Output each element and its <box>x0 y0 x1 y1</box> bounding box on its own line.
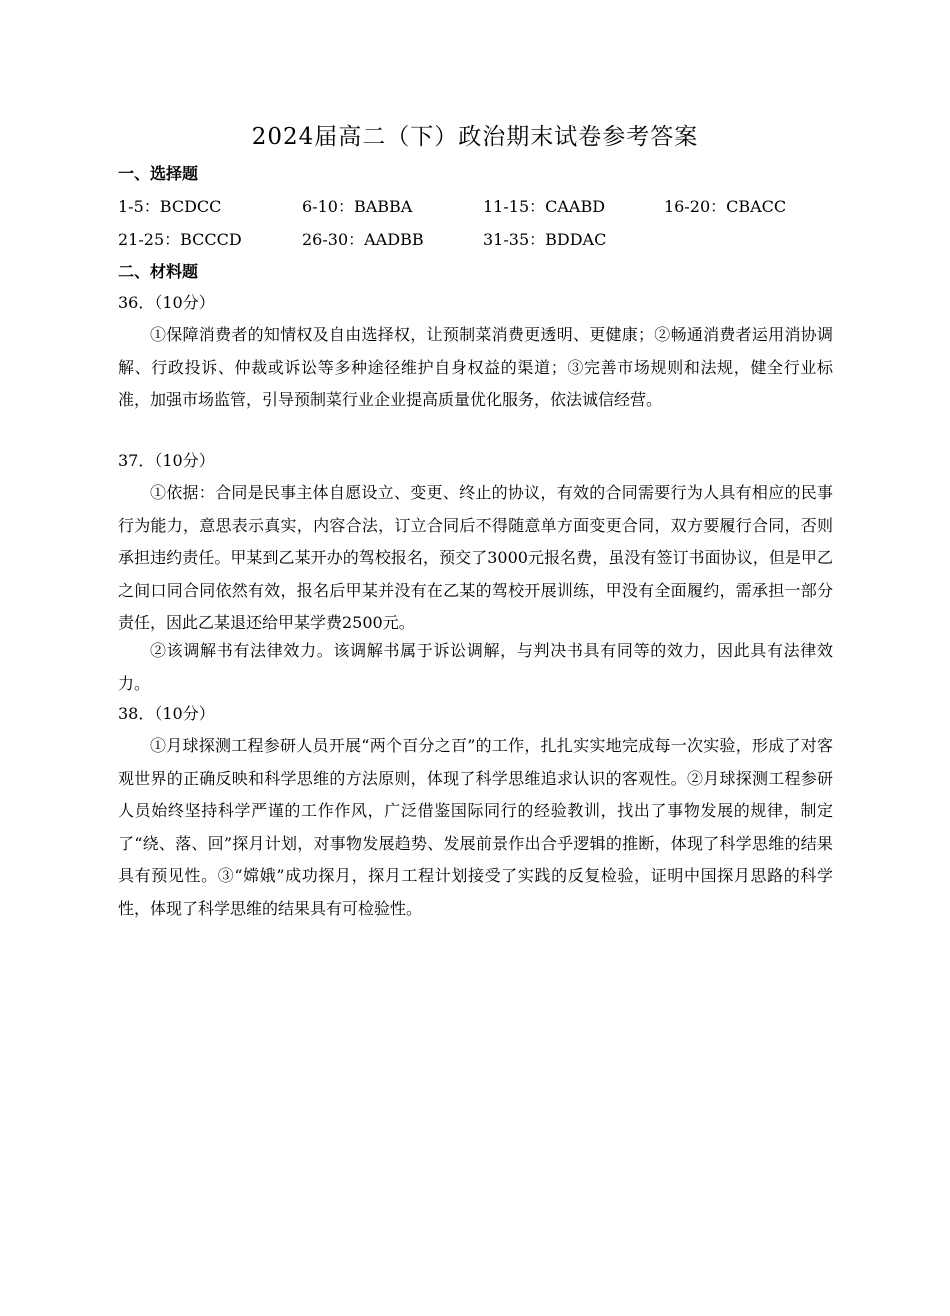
answer-paragraph-38: ①月球探测工程参研人员开展“两个百分之百”的工作，扎扎实实地完成每一次实验，形成了对客观世界的正确反映和科学思维的方法原则，体现了科学思维追求认识的客观性。②月球探测工程参研人员始终坚持科学严谨的工作作风，广泛借鉴国际同行的经验教训，找出了事物发展的规律，制定了“绕、落、回”探月计划，对事物发展趋势、发展前景作出合乎逻辑的推断，体现了科学思维的结果具有预见性。③“嫦娥”成功探月，探月工程计划接受了实践的反复检验，证明中国探月思路的科学性，体现了科学思维的结果具有可检验性。 <box>118 736 833 918</box>
answer-paragraph-37-2: ②该调解书有法律效力。该调解书属于诉讼调解，与判决书具有同等的效力，因此具有法律效力。 <box>118 641 833 693</box>
answer-group: 31-35：BDDAC <box>483 230 607 249</box>
answer-group: 26-30：AADBB <box>302 230 424 249</box>
answer-group: 16-20：CBACC <box>664 197 787 216</box>
answer-paragraph-36: ①保障消费者的知情权及自由选择权，让预制菜消费更透明、更健康；②畅通消费者运用消协调解、行政投诉、仲裁或诉讼等多种途径维护自身权益的渠道；③完善市场规则和法规，健全行业标准，加强市场监管，引导预制菜行业企业提高质量优化服务，依法诚信经营。 <box>118 325 833 409</box>
section-heading-multiple-choice: 一、选择题 <box>118 164 199 183</box>
question-label-38: 38．（10分） <box>118 704 215 723</box>
answer-group: 1-5：BCDCC <box>118 197 222 216</box>
answer-group: 11-15：CAABD <box>483 197 606 216</box>
answer-group: 21-25：BCCCD <box>118 230 242 249</box>
question-label-36: 36．（10分） <box>118 293 215 312</box>
answer-paragraph-37-1: ①依据：合同是民事主体自愿设立、变更、终止的协议，有效的合同需要行为人具有相应的民事行为能力，意思表示真实，内容合法，订立合同后不得随意单方面变更合同，双方要履行合同，否则承担违约责任。甲某到乙某开办的驾校报名，预交了3000元报名费，虽没有签订书面协议，但是甲乙之间口同合同依然有效，报名后甲某并没有在乙某的驾校开展训练，甲没有全面履约，需承担一部分责任，因此乙某退还给甲某学费2500元。 <box>118 483 833 632</box>
question-label-37: 37．（10分） <box>118 451 215 470</box>
page-title: 2024届高二（下）政治期末试卷参考答案 <box>251 124 699 150</box>
answer-group: 6-10：BABBA <box>302 197 413 216</box>
section-heading-material: 二、材料题 <box>118 262 199 281</box>
